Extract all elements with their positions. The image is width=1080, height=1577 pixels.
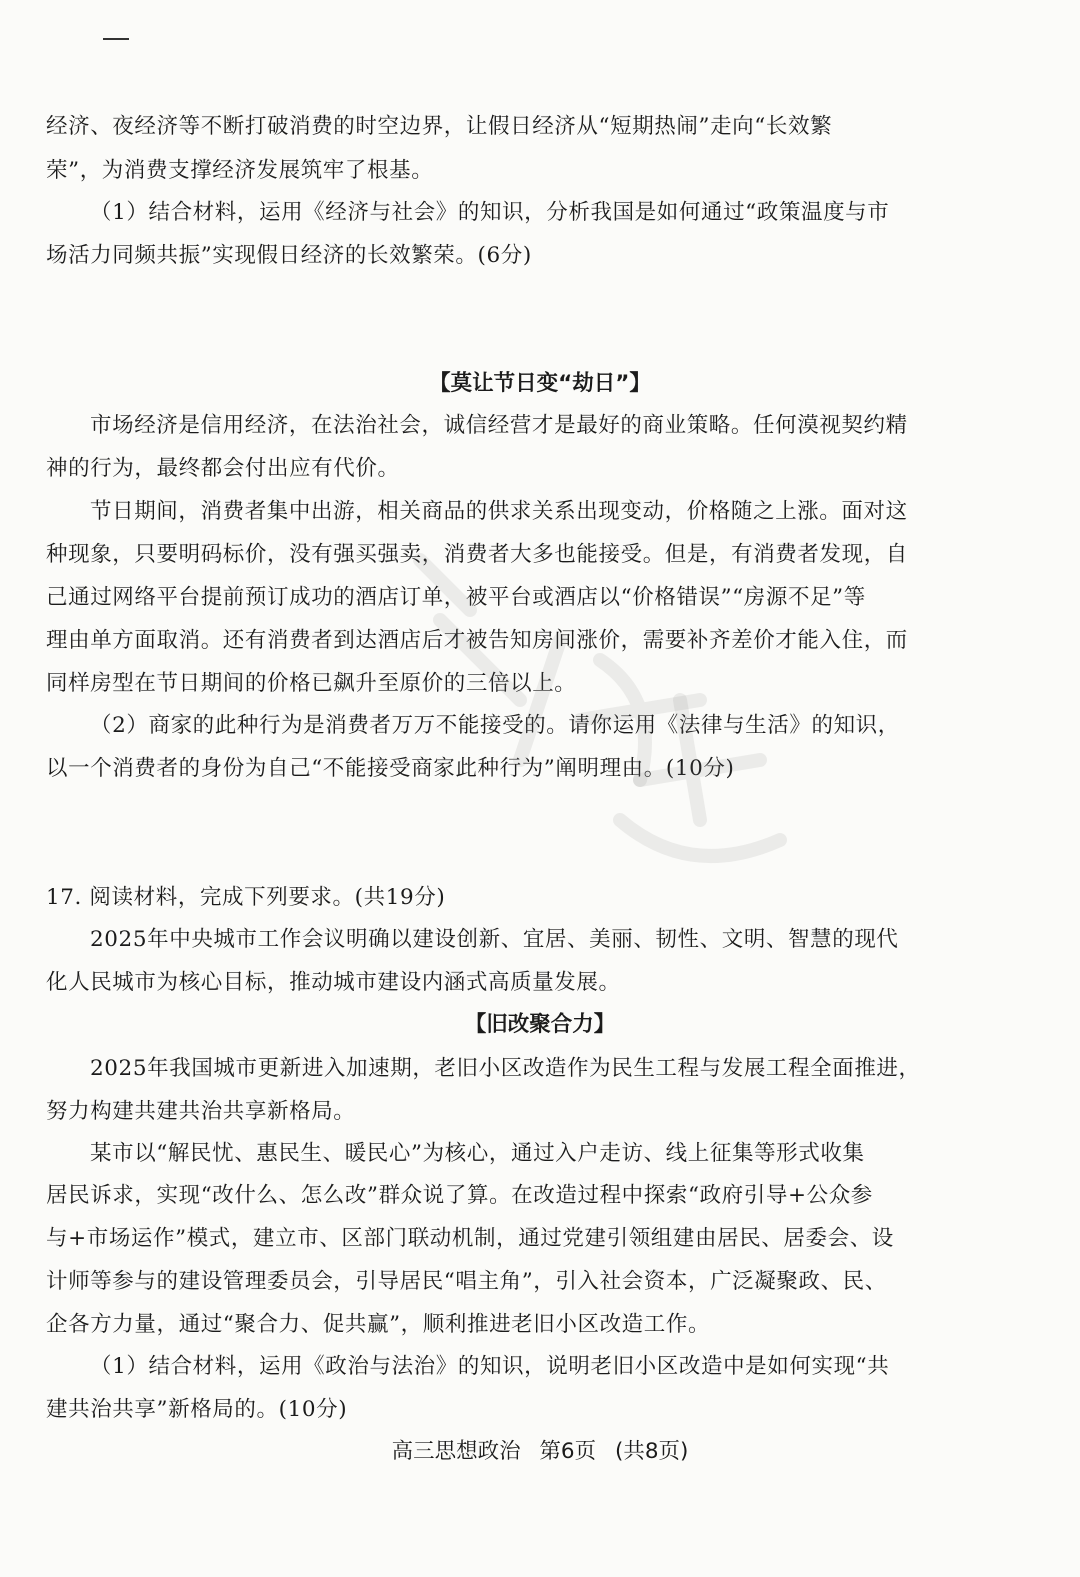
text-line: 居民诉求，实现“改什么、怎么改”群众说了算。在改造过程中探索“政府引导+公众参 [46,1183,873,1208]
section-heading: 【旧改聚合力】 [464,1012,616,1037]
text-line: 荣”，为消费支撑经济发展筑牢了根基。 [46,158,434,183]
text-line: 努力构建共建共治共享新格局。 [46,1099,356,1124]
footer-total: (共8页) [614,1439,689,1464]
text-line: 种现象，只要明码标价，没有强买强卖，消费者大多也能接受。但是，有消费者发现，自 [46,542,908,567]
text-line: 经济、夜经济等不断打破消费的时空边界，让假日经济从“短期热闹”走向“长效繁 [46,114,833,139]
text-line: 与+市场运作”模式，建立市、区部门联动机制，通过党建引领组建由居民、居委会、设 [46,1226,894,1251]
text-line: 计师等参与的建设管理委员会，引导居民“唱主角”，引入社会资本，广泛凝聚政、民、 [46,1269,887,1294]
footer-subject: 高三思想政治 [391,1439,521,1464]
text-line: 市场经济是信用经济，在法治社会，诚信经营才是最好的商业策略。任何漠视契约精 [90,413,908,438]
question-text: 场活力同频共振”实现假日经济的长效繁荣。(6分) [46,243,532,268]
text-line: 2025年中央城市工作会议明确以建设创新、宜居、美丽、韧性、文明、智慧的现代 [90,927,899,952]
text-line: 某市以“解民忧、惠民生、暖民心”为核心，通过入户走访、线上征集等形式收集 [90,1141,865,1166]
text-line: 同样房型在节日期间的价格已飙升至原价的三倍以上。 [46,671,577,696]
footer-page: 第6页 [539,1439,597,1464]
question-number: 17. 阅读材料，完成下列要求。(共19分) [46,885,446,910]
question-text: （1）结合材料，运用《政治与法治》的知识，说明老旧小区改造中是如何实现“共 [90,1354,890,1379]
text-line: 化人民城市为核心目标，推动城市建设内涵式高质量发展。 [46,970,621,995]
text-line: 己通过网络平台提前预订成功的酒店订单，被平台或酒店以“价格错误”“房源不足”等 [46,585,866,610]
question-text: 以一个消费者的身份为自己“不能接受商家此种行为”阐明理由。(10分) [46,756,735,781]
question-text: 建共治共享”新格局的。(10分) [46,1397,348,1422]
text-line: 理由单方面取消。还有消费者到达酒店后才被告知房间涨价，需要补齐差价才能入住，而 [46,628,908,653]
text-line: 神的行为，最终都会付出应有代价。 [46,456,400,481]
text-line: 2025年我国城市更新进入加速期，老旧小区改造作为民生工程与发展工程全面推进， [90,1056,921,1081]
question-text: （2）商家的此种行为是消费者万万不能接受的。请你运用《法律与生活》的知识， [90,713,900,738]
section-heading: 【莫让节日变“劫日”】 [429,371,651,396]
text-line: 企各方力量，通过“聚合力、促共赢”，顺利推进老旧小区改造工作。 [46,1312,711,1337]
question-text: （1）结合材料，运用《经济与社会》的知识，分析我国是如何通过“政策温度与市 [90,200,890,225]
text-line: 节日期间，消费者集中出游，相关商品的供求关系出现变动，价格随之上涨。面对这 [90,499,908,524]
